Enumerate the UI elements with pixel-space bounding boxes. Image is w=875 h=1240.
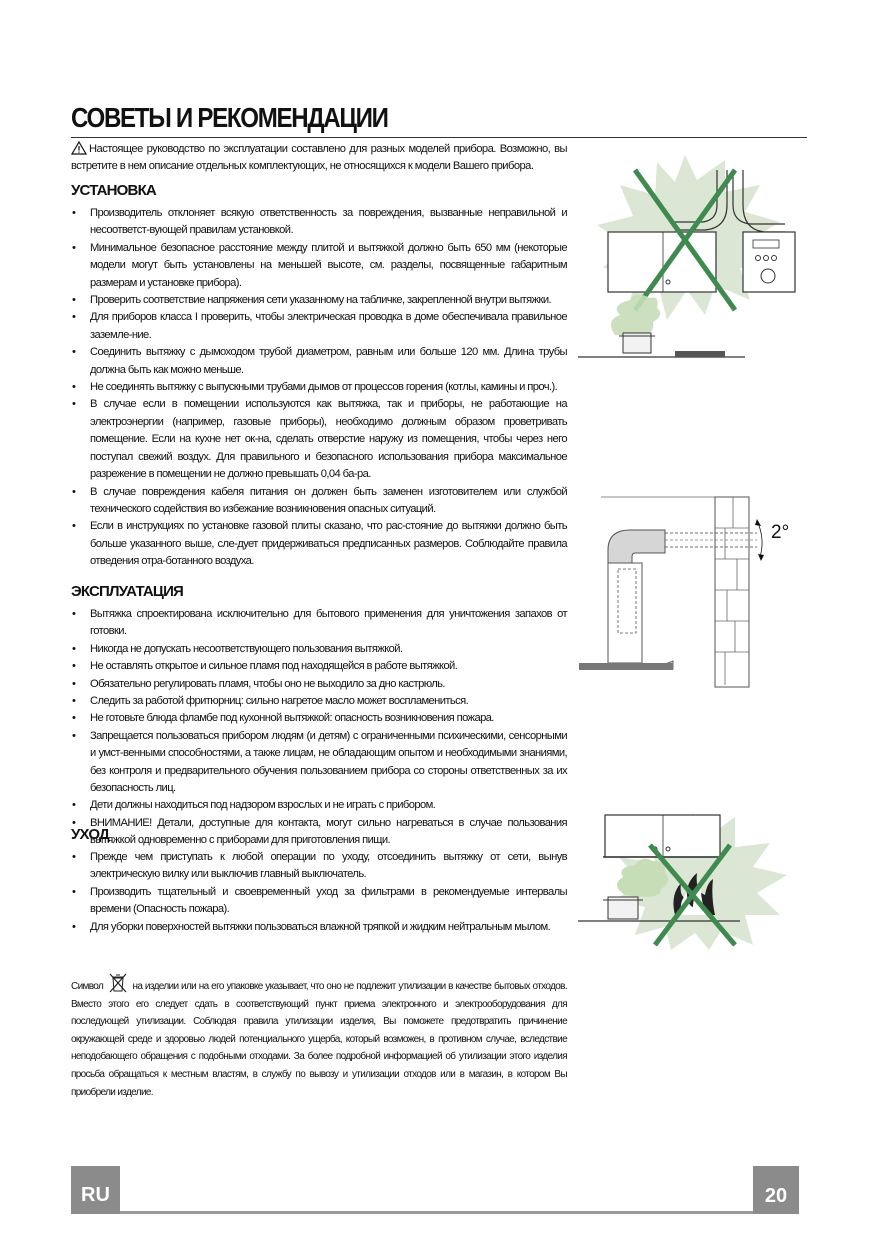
list-item: • Проверить соответствие напряжения сети указанному на табличке, закрепленной внутри вытяжки. [71, 292, 567, 309]
list-item: • В случае повреждения кабеля питания он должен быть заменен изготовителем или службой технического содействия во избежание возникновения опасных ситуаций. [71, 484, 567, 519]
section-heading-care: УХОД [71, 826, 109, 843]
list-item: • Дети должны находиться под надзором взрослых и не играть с прибором. [71, 797, 567, 814]
install-list [71, 205, 567, 571]
wall-cabinet [605, 815, 720, 857]
operation-list [71, 606, 567, 850]
warning-note [71, 141, 567, 175]
language-badge: RU [71, 1166, 120, 1214]
list-item: • Для приборов класса I проверить, чтобы электрическая проводка в доме обеспечивала правильное заземле-ние. [71, 309, 567, 344]
warning-triangle-icon [71, 141, 87, 155]
footer-rule [71, 1211, 799, 1214]
section-heading-operation: ЭКСПЛУАТАЦИЯ [71, 583, 184, 600]
list-item: • Минимальное безопасное расстояние между плитой и вытяжкой должно быть 650 мм (некоторые модели могут быть установлены на меньшей высоте, см. разделы, посвященные габаритным размерам и установке прибора). [71, 240, 567, 292]
list-item: • Запрещается пользоваться прибором людям (и детям) с ограниченными психическими, сенсорными и умст-венными способностями, а также лицам, не обладающим опытом и необходимыми знаниями, без контроля и предварительного обучения пользованием прибора со стороны ответственных за их безопасность лиц. [71, 728, 567, 798]
hood-chimney [608, 563, 642, 663]
angle-label: 2° [771, 522, 790, 543]
crossed-bin-icon [108, 972, 128, 994]
page-number: 20 [753, 1166, 799, 1214]
care-list [71, 849, 567, 936]
warning-note-text: Настоящее руководство по эксплуатации составлено для разных моделей прибора. Возможно, вы встретите в нем описание отдельных комплектующих, не относящихся к модели Вашего прибора. [71, 143, 567, 172]
list-item: • Не оставлять открытое и сильное пламя под находящейся в работе вытяжкой. [71, 658, 567, 675]
list-item: • Производитель отклоняет всякую ответственность за повреждения, вызванные неправильной и несоответст-вующей правилам установкой. [71, 205, 567, 240]
list-item: • Соединить вытяжку с дымоходом трубой диаметром, равным или больше 120 мм. Длина трубы должна быть как можно меньше. [71, 344, 567, 379]
figure-no-flambe [575, 805, 800, 950]
list-item: • Никогда не допускать несоответствующего пользования вытяжкой. [71, 641, 567, 658]
disposal-text-before: Символ [71, 981, 104, 992]
list-item: • Прежде чем приступать к любой операции по уходу, отсоединить вытяжку от сети, вынув электрическую вилку или выключив главный выключатель. [71, 849, 567, 884]
title-divider [71, 137, 807, 138]
list-item: • Не соединять вытяжку с выпускными трубами дымов от процессов горения (котлы, камины и проч.). [71, 379, 567, 396]
hood-canopy [579, 663, 673, 670]
section-heading-install: УСТАНОВКА [71, 182, 156, 199]
list-item: • В случае если в помещении используются как вытяжка, так и приборы, не работающие на электроэнергии (например, газовые приборы), необходимо должным образом проветривать помещение. Если на кухне нет ок-на, сделать отверстие наружу из помещения, чтобы через него поступал свежий воздух. Для правильного и безопасного использования прибора максимальное разрежение в помещении не должно превышать 0,04 ба-ра. [71, 396, 567, 483]
brick-wall [715, 497, 749, 687]
list-item: • ВНИМАНИЕ! Детали, доступные для контакта, могут сильно нагреваться в случае пользования вытяжкой одновременно с приборами для приготовления пищи. [71, 815, 567, 850]
figure-duct-slope [575, 495, 800, 690]
list-item: • Не готовьте блюда фламбе под кухонной вытяжкой: опасность возникновения пожара. [71, 710, 567, 727]
disposal-note [71, 972, 567, 1101]
list-item: • Вытяжка спроектирована исключительно для бытового применения для уничтожения запахов от готовки. [71, 606, 567, 641]
figure-install-clearance [575, 150, 800, 365]
list-item: • Следить за работой фритюрниц: сильно нагретое масло может воспламениться. [71, 693, 567, 710]
page-title: СОВЕТЫ И РЕКОМЕНДАЦИИ [71, 102, 388, 133]
list-item: • Производить тщательный и своевременный уход за фильтрами в рекомендуемые интервалы времени (Опасность пожара). [71, 884, 567, 919]
list-item: • Если в инструкциях по установке газовой плиты сказано, что рас-стояние до вытяжки должно быть больше указанного выше, сле-дует придерживаться предписанных размеров. Соблюдайте правила отведения отра-ботанного воздуха. [71, 518, 567, 570]
list-item: • Для уборки поверхностей вытяжки пользоваться влажной тряпкой и жидким нейтральным мылом. [71, 919, 567, 936]
list-item: • Обязательно регулировать пламя, чтобы оно не выходило за дно кастрюль. [71, 676, 567, 693]
duct-elbow [608, 530, 665, 563]
disposal-text-after: на изделии или на его упаковке указывает, что оно не подлежит утилизации в качестве бытовых отходов. Вместо этого его следует сдать в соответствующий пункт приема электронного и электрооборудования для последующей утилизации. Соблюдая правила утилизации изделия, Вы поможете предотвратить причинение окружающей среде и здоровью людей потенциального ущерба, который возможен, в противном случае, вследствие неподобающего обращения с подобными отходами. За более подробной информацией об утилизации этого изделия просьба обращаться к местным властям, в службу по вывозу и утилизации отходов или в магазин, в котором Вы приобрели изделие. [71, 981, 567, 1098]
